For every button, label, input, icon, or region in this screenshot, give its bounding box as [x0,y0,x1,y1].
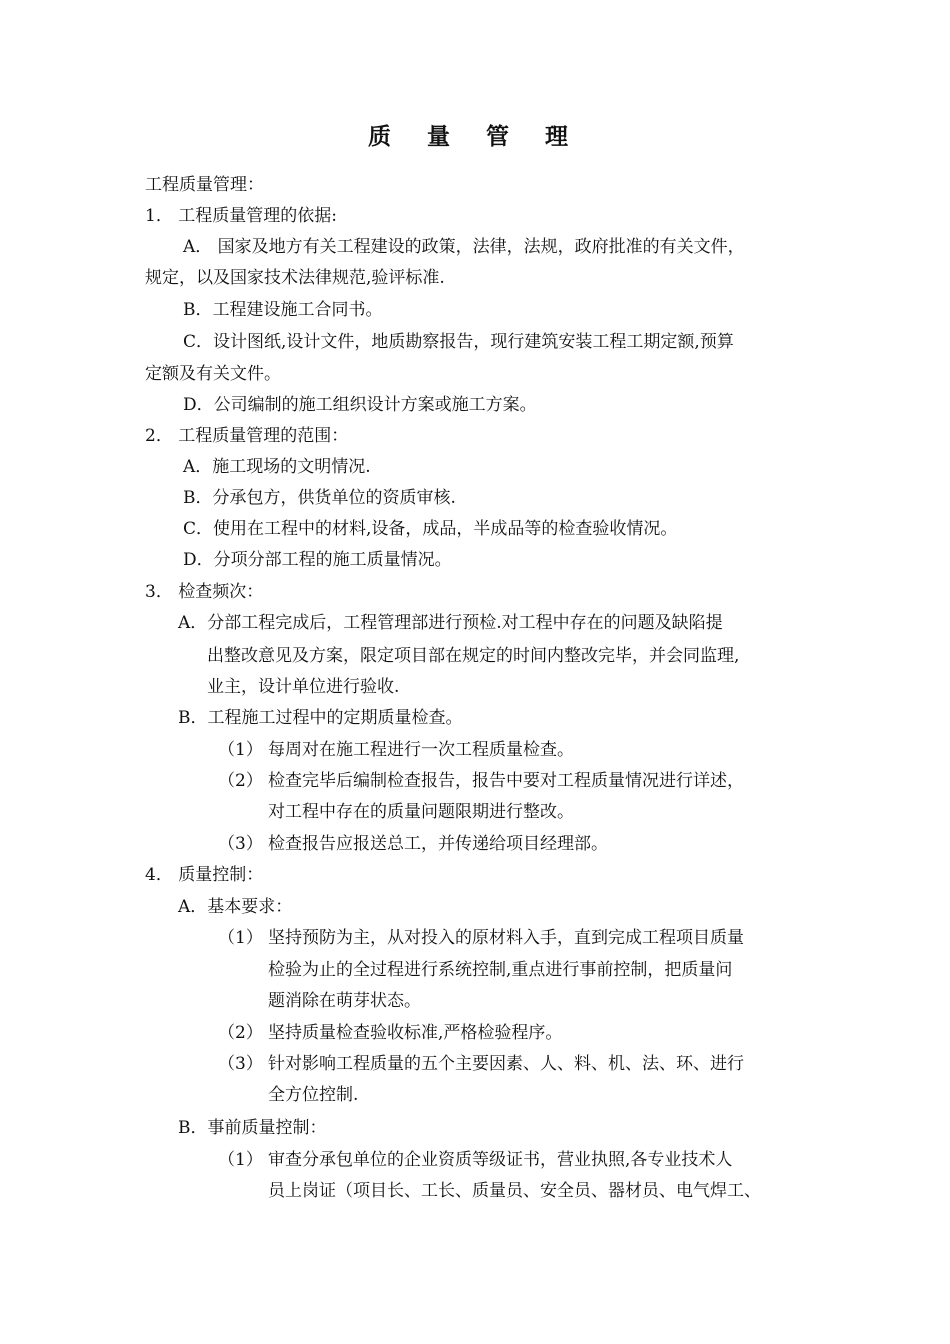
section-4-sub-a3: 针对影响工程质量的五个主要因素、人、料、机、法、环、进行 [268,1054,744,1074]
section-1-heading: 1． 工程质量管理的依据: [145,206,337,226]
section-1-item-a-cont: 规定，以及国家技术法律规范,验评标准. [145,268,445,288]
section-4-sub-a1-cont-2: 题消除在萌芽状态。 [268,991,421,1011]
section-3-item-b: B．工程施工过程中的定期质量检查。 [178,708,463,728]
section-3-sub-2-cont: 对工程中存在的质量问题限期进行整改。 [268,802,574,822]
section-3-heading: 3． 检查频次： [145,582,264,602]
section-3-sub-2: 检查完毕后编制检查报告，报告中要对工程质量情况进行详述， [268,771,744,791]
section-4-item-b: B．事前质量控制： [178,1118,327,1138]
section-4-sub-a1-number: （1） [218,928,263,948]
section-1-item-b: B．工程建设施工合同书。 [183,300,383,320]
section-3-sub-3-number: （3） [218,834,263,854]
section-3-sub-1: 每周对在施工程进行一次工程质量检查。 [268,740,574,760]
section-2-item-d: D．分项分部工程的施工质量情况。 [183,550,452,570]
section-3-item-a-cont-1: 出整改意见及方案，限定项目部在规定的时间内整改完毕，并会同监理, [207,646,740,666]
intro-line: 工程质量管理： [145,175,264,195]
section-3-item-a: A．分部工程完成后，工程管理部进行预检.对工程中存在的问题及缺陷提 [178,613,723,633]
section-2-item-c: C．使用在工程中的材料,设备，成品，半成品等的检查验收情况。 [183,519,678,539]
section-2-item-a: A．施工现场的文明情况. [183,457,371,477]
section-4-sub-a3-number: （3） [218,1054,263,1074]
section-4-sub-a2-number: （2） [218,1023,263,1043]
section-4-sub-a2: 坚持质量检查验收标准,严格检验程序。 [268,1023,563,1043]
section-1-item-a: A． 国家及地方有关工程建设的政策，法律，法规，政府批准的有关文件， [183,237,745,257]
section-4-sub-a1-cont-1: 检验为止的全过程进行系统控制,重点进行事前控制，把质量问 [268,960,733,980]
section-3-sub-1-number: （1） [218,740,263,760]
section-1-item-d: D．公司编制的施工组织设计方案或施工方案。 [183,395,537,415]
section-1-item-c: C．设计图纸,设计文件，地质勘察报告，现行建筑安装工程工期定额,预算 [183,332,734,352]
section-1-item-c-cont: 定额及有关文件。 [145,364,281,384]
section-3-sub-3: 检查报告应报送总工，并传递给项目经理部。 [268,834,608,854]
section-2-heading: 2． 工程质量管理的范围： [145,426,349,446]
section-4-heading: 4． 质量控制： [145,865,264,885]
section-4-sub-a1: 坚持预防为主，从对投入的原材料入手，直到完成工程项目质量 [268,928,744,948]
section-4-sub-a3-cont: 全方位控制. [268,1085,359,1105]
section-4-sub-b1-number: （1） [218,1150,263,1170]
section-3-item-a-cont-2: 业主，设计单位进行验收. [207,677,400,697]
section-2-item-b: B．分承包方，供货单位的资质审核. [183,488,456,508]
section-4-sub-b1: 审查分承包单位的企业资质等级证书，营业执照,各专业技术人 [268,1150,733,1170]
document-title: 质 量 管 理 [367,123,583,150]
section-4-item-a: A．基本要求： [178,897,293,917]
section-4-sub-b1-cont: 员上岗证（项目长、工长、质量员、安全员、器材员、电气焊工、 [268,1181,761,1201]
section-3-sub-2-number: （2） [218,771,263,791]
